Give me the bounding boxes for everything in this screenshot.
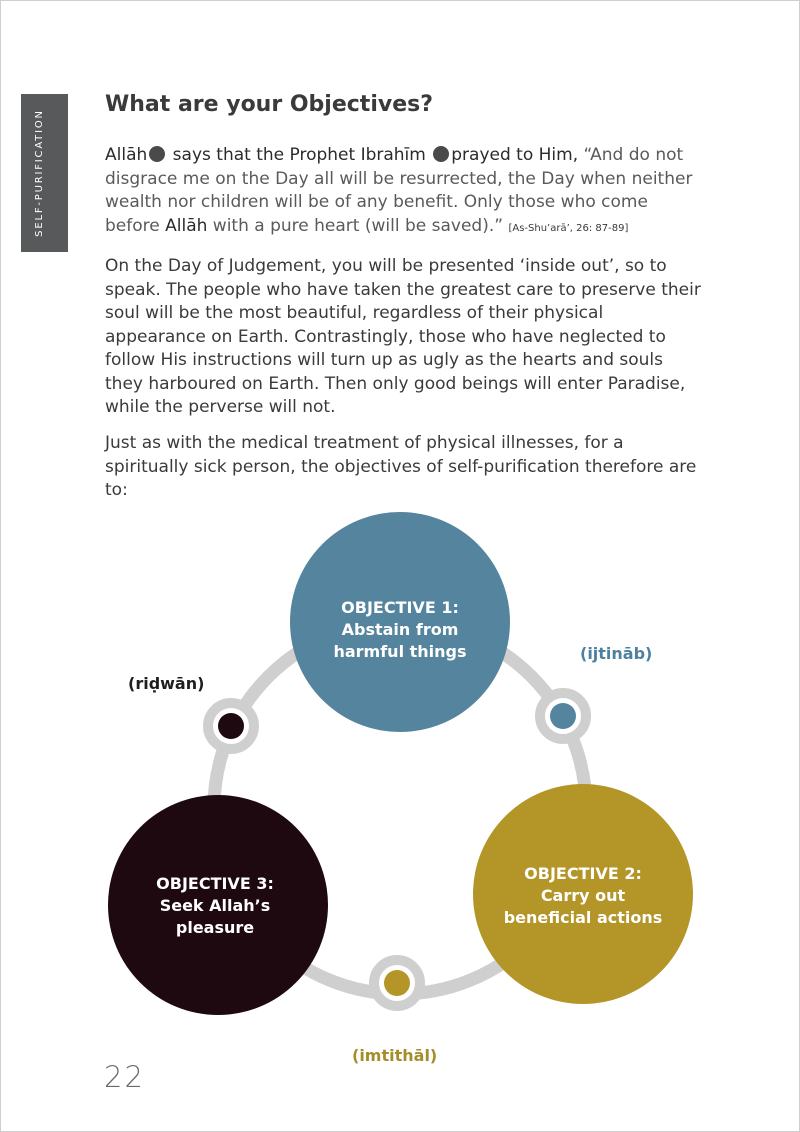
ijtinab-node-dot [550,703,576,729]
chapter-tab-label: SELF-PURIFICATION [34,109,45,237]
objective-2-line1: Carry out [540,886,626,905]
objective-2-title: OBJECTIVE 2: [524,864,642,883]
objective-2-line2: beneficial actions [503,908,663,927]
imtithal-node-dot [384,970,410,996]
objective-2-label [483,863,683,929]
objective-1-title: OBJECTIVE 1: [341,598,459,617]
paragraph-objectives-intro: Just as with the medical treatment of physical illnesses, for a spiritually sick person, the objectives of self-purification therefore are to: [105,433,697,500]
term-ijtinab: (ijtināb) [580,644,653,663]
objective-1-label [305,597,495,663]
objective-3-title: OBJECTIVE 3: [156,874,274,893]
section-heading: What are your Objectives? [105,92,433,117]
paragraph-judgement: On the Day of Judgement, you will be presented ‘inside out’, so to speak. The people who have taken the greatest care to preserve their soul will be the most beautiful, regardless of their physical appearance on Earth. Contrastingly, those who have neglected to follow His instructions will turn up as ugly as the hearts and souls they harboured on Earth. Then only good beings will enter Paradise, while the perverse will not. [105,256,701,417]
citation: [As-Shu’arā’, 26: 87-89] [508,222,629,234]
allah-text: Allāh [105,145,148,165]
quote-text: “And do not disgrace me on the Day all will be resurrected, the Day when neither wealth nor children will be of any benefit. Only those who come before [105,145,693,236]
ridwan-node-dot [218,713,244,739]
allah-text-2: Allāh [165,215,208,236]
term-imtithal: (imtithāl) [352,1046,438,1065]
objective-3-label [125,873,305,939]
prayed-text: prayed to Him, [451,145,584,165]
objective-3-line2: pleasure [175,918,255,937]
objective-1-line1: Abstain from [341,620,459,639]
objective-3-line1: Seek Allah’s [159,896,271,915]
page-number: 22 [104,1060,145,1094]
quote-end-text: with a pure heart (will be saved).” [207,215,509,236]
term-ridwan: (riḍwān) [128,674,205,693]
says-intro-text: says that the Prophet Ibrahīm [167,145,432,165]
objective-1-line2: harmful things [333,642,467,661]
